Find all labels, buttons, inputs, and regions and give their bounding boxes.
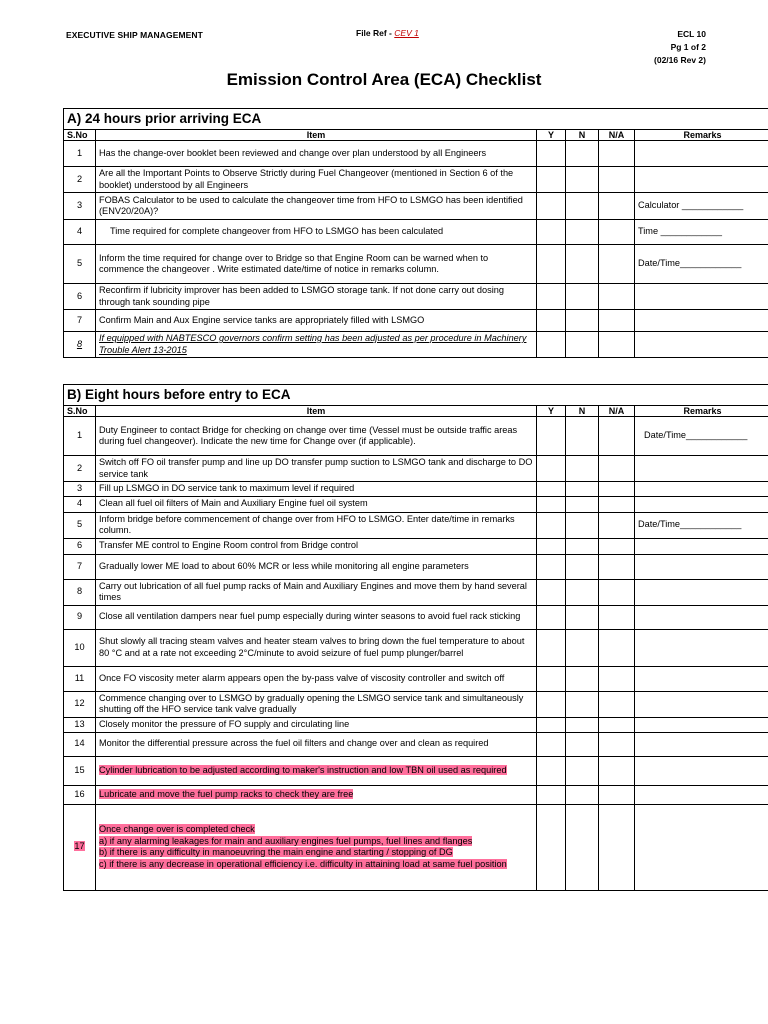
page-title: Emission Control Area (ECA) Checklist xyxy=(226,70,542,89)
na-check[interactable] xyxy=(599,496,635,512)
y-check[interactable] xyxy=(537,167,566,193)
table-row xyxy=(64,785,768,804)
n-check[interactable] xyxy=(566,605,599,629)
na-check[interactable] xyxy=(599,310,635,332)
row-item-text: Fill up LSMGO in DO service tank to maximum level if required xyxy=(99,483,355,493)
n-check[interactable] xyxy=(566,220,599,245)
row-item-text: Lubricate and move the fuel pump racks to check they are free xyxy=(99,788,354,799)
row-item xyxy=(96,717,537,732)
col-y: Y xyxy=(537,130,566,141)
row-number xyxy=(64,666,96,691)
section-b-title: B) Eight hours before entry to ECA xyxy=(64,385,768,406)
na-check[interactable] xyxy=(599,220,635,245)
col-sno: S.No xyxy=(64,130,96,141)
n-check[interactable] xyxy=(566,482,599,497)
row-number xyxy=(64,579,96,605)
row-number xyxy=(64,629,96,666)
file-ref xyxy=(356,28,419,38)
n-check[interactable] xyxy=(566,756,599,785)
n-check[interactable] xyxy=(566,512,599,538)
row-number-text: 3 xyxy=(76,483,83,493)
row-remarks[interactable] xyxy=(635,756,768,785)
na-check[interactable] xyxy=(599,245,635,284)
row-item-text: Once FO viscosity meter alarm appears open the by-pass valve of viscosity controller and switch off xyxy=(99,672,505,683)
row-number-text: 1 xyxy=(76,147,83,158)
row-item xyxy=(96,538,537,554)
n-check[interactable] xyxy=(566,666,599,691)
col-n: N xyxy=(566,406,599,417)
row-number-text: 13 xyxy=(74,718,85,729)
row-remarks[interactable]: Date/Time____________ xyxy=(635,417,768,456)
row-item xyxy=(96,756,537,785)
row-number-text: 12 xyxy=(74,698,85,709)
row-remarks[interactable] xyxy=(635,167,768,193)
col-item: Item xyxy=(96,406,537,417)
row-number xyxy=(64,417,96,456)
table-row xyxy=(64,512,768,538)
na-check[interactable] xyxy=(599,482,635,497)
row-remarks[interactable] xyxy=(635,538,768,554)
row-remarks[interactable] xyxy=(635,717,768,732)
row-item-text: Closely monitor the pressure of FO supply and circulating line xyxy=(99,718,350,729)
table-row xyxy=(64,538,768,554)
row-number-text: 1 xyxy=(76,430,83,441)
row-remarks[interactable]: Calculator ____________ xyxy=(635,193,768,220)
row-number-text: 8 xyxy=(76,338,83,349)
doc-code: ECL 10 xyxy=(677,29,706,39)
col-na: N/A xyxy=(599,406,635,417)
table-row xyxy=(64,496,768,512)
na-check[interactable] xyxy=(599,605,635,629)
row-number xyxy=(64,245,96,284)
y-check[interactable] xyxy=(537,193,566,220)
row-number xyxy=(64,785,96,804)
y-check[interactable] xyxy=(537,717,566,732)
y-check[interactable] xyxy=(537,245,566,284)
n-check[interactable] xyxy=(566,732,599,756)
row-number-text: 2 xyxy=(76,173,83,184)
table-row xyxy=(64,167,768,193)
row-number xyxy=(64,756,96,785)
n-check[interactable] xyxy=(566,804,599,890)
row-number-text: 7 xyxy=(76,560,83,571)
file-ref-value: CEV 1 xyxy=(394,28,419,38)
row-item-text: Commence changing over to LSMGO by gradually opening the LSMGO service tank and simultaneously shutting off the HFO service tank valve gradually xyxy=(99,692,524,714)
row-number-text: 9 xyxy=(76,611,83,622)
section-a-table xyxy=(63,108,768,358)
revision: (02/16 Rev 2) xyxy=(654,55,706,65)
row-remarks[interactable] xyxy=(635,554,768,579)
row-remarks[interactable] xyxy=(635,605,768,629)
table-row xyxy=(64,666,768,691)
row-item xyxy=(96,804,537,890)
row-remarks[interactable] xyxy=(635,332,768,358)
row-item-text: Shut slowly all tracing steam valves and heater steam valves to bring down the fuel temperature to about 80 °C and at a rate not exceeding 2°C/minute to avoid seizure of fuel pump plunger/barrel xyxy=(99,636,525,658)
row-item xyxy=(96,629,537,666)
row-item xyxy=(96,496,537,512)
table-row xyxy=(64,284,768,310)
section-b-table xyxy=(63,384,768,891)
table-row xyxy=(64,579,768,605)
col-remarks: Remarks xyxy=(635,406,768,417)
row-remarks[interactable]: Date/Time____________ xyxy=(635,245,768,284)
row-item-text: Carry out lubrication of all fuel pump racks of Main and Auxiliary Engines and move them by hand several times xyxy=(99,580,527,602)
row-number xyxy=(64,167,96,193)
n-check[interactable] xyxy=(566,167,599,193)
na-check[interactable] xyxy=(599,417,635,456)
row-remarks[interactable] xyxy=(635,496,768,512)
y-check[interactable] xyxy=(537,756,566,785)
row-number-text: 2 xyxy=(76,462,83,473)
y-check[interactable] xyxy=(537,417,566,456)
row-remarks[interactable] xyxy=(635,310,768,332)
row-remarks[interactable] xyxy=(635,629,768,666)
row-number xyxy=(64,554,96,579)
na-check[interactable] xyxy=(599,284,635,310)
na-check[interactable] xyxy=(599,666,635,691)
col-y: Y xyxy=(537,406,566,417)
col-sno: S.No xyxy=(64,406,96,417)
row-item-text: Confirm Main and Aux Engine service tanks are appropriately filled with LSMGO xyxy=(99,314,425,325)
row-remarks[interactable] xyxy=(635,141,768,167)
col-item: Item xyxy=(96,130,537,141)
table-row xyxy=(64,245,768,284)
n-check[interactable] xyxy=(566,284,599,310)
n-check[interactable] xyxy=(566,717,599,732)
row-remarks[interactable] xyxy=(635,804,768,890)
n-check[interactable] xyxy=(566,193,599,220)
n-check[interactable] xyxy=(566,245,599,284)
y-check[interactable] xyxy=(537,732,566,756)
row-number xyxy=(64,456,96,482)
row-item-text: Clean all fuel oil filters of Main and Auxiliary Engine fuel oil system xyxy=(99,498,368,509)
row-item-line: b) if there is any difficulty in manoeuvring the main engine and starting / stopping of DG xyxy=(99,847,453,857)
row-number-text: 10 xyxy=(74,641,85,652)
na-check[interactable] xyxy=(599,332,635,358)
table-row xyxy=(64,605,768,629)
y-check[interactable] xyxy=(537,804,566,890)
row-number-text: 7 xyxy=(76,314,83,325)
row-item-text: If equipped with NABTESCO governors confirm setting has been adjusted as per procedure in Machinery Trouble Alert 13-2015 xyxy=(99,333,527,355)
row-item-text: Transfer ME control to Engine Room control from Bridge control xyxy=(99,540,359,551)
row-remarks[interactable]: Time ____________ xyxy=(635,220,768,245)
row-item-text: Are all the Important Points to Observe Strictly during Fuel Changeover (mentioned in Section 6 of the booklet) understood by all Engineers xyxy=(99,168,514,190)
n-check[interactable] xyxy=(566,332,599,358)
y-check[interactable] xyxy=(537,629,566,666)
row-item xyxy=(96,691,537,717)
row-number xyxy=(64,332,96,358)
n-check[interactable] xyxy=(566,417,599,456)
row-item-text: Gradually lower ME load to about 60% MCR or less while monitoring all engine parameters xyxy=(99,560,469,571)
row-number xyxy=(64,605,96,629)
row-item-text: FOBAS Calculator to be used to calculate the changeover time from HFO to LSMGO has been identified (ENV20/20A)? xyxy=(99,194,523,216)
n-check[interactable] xyxy=(566,554,599,579)
row-item xyxy=(96,193,537,220)
row-item-text: Inform the time required for change over to Bridge so that Engine Room can be warned when to commence the changeover . Write estimated date/time of notice in remarks column. xyxy=(99,252,489,274)
y-check[interactable] xyxy=(537,538,566,554)
row-item xyxy=(96,141,537,167)
row-item xyxy=(96,785,537,804)
y-check[interactable] xyxy=(537,666,566,691)
table-row xyxy=(64,193,768,220)
row-remarks[interactable] xyxy=(635,579,768,605)
row-number-text: 11 xyxy=(74,672,85,683)
y-check[interactable] xyxy=(537,332,566,358)
table-row xyxy=(64,804,768,890)
row-number xyxy=(64,804,96,890)
na-check[interactable] xyxy=(599,538,635,554)
row-item-text: Close all ventilation dampers near fuel pump especially during winter seasons to avoid fuel rack sticking xyxy=(99,611,521,622)
col-remarks: Remarks xyxy=(635,130,768,141)
n-check[interactable] xyxy=(566,691,599,717)
na-check[interactable] xyxy=(599,554,635,579)
na-check[interactable] xyxy=(599,804,635,890)
n-check[interactable] xyxy=(566,629,599,666)
n-check[interactable] xyxy=(566,310,599,332)
y-check[interactable] xyxy=(537,284,566,310)
na-check[interactable] xyxy=(599,141,635,167)
col-n: N xyxy=(566,130,599,141)
row-item-text: Inform bridge before commencement of change over from HFO to LSMGO. Enter date/time in remarks column. xyxy=(99,513,515,535)
na-check[interactable] xyxy=(599,579,635,605)
row-remarks[interactable] xyxy=(635,482,768,497)
row-number xyxy=(64,717,96,732)
table-row xyxy=(64,554,768,579)
row-number-text: 17 xyxy=(74,841,85,852)
y-check[interactable] xyxy=(537,482,566,497)
section-a-header-row xyxy=(64,130,768,141)
row-item-text: Switch off FO oil transfer pump and line up DO transfer pump suction to LSMGO tank and discharge to DO service tank xyxy=(99,457,533,479)
y-check[interactable] xyxy=(537,579,566,605)
table-row xyxy=(64,482,768,497)
row-remarks[interactable] xyxy=(635,691,768,717)
doc-info xyxy=(654,28,706,67)
row-number-text: 15 xyxy=(74,764,85,775)
table-row xyxy=(64,417,768,456)
row-item-text: Duty Engineer to contact Bridge for checking on change over time (Vessel must be outside traffic areas during fuel changeover). Indicate the new time for Change over (if applicable). xyxy=(99,424,518,446)
row-number xyxy=(64,512,96,538)
table-row xyxy=(64,310,768,332)
y-check[interactable] xyxy=(537,605,566,629)
table-row xyxy=(64,629,768,666)
y-check[interactable] xyxy=(537,785,566,804)
na-check[interactable] xyxy=(599,512,635,538)
row-number-text: 8 xyxy=(76,586,83,597)
table-row xyxy=(64,332,768,358)
row-item xyxy=(96,167,537,193)
row-remarks[interactable] xyxy=(635,284,768,310)
table-row xyxy=(64,141,768,167)
row-remarks[interactable]: Date/Time____________ xyxy=(635,512,768,538)
row-remarks[interactable] xyxy=(635,666,768,691)
row-number-text: 6 xyxy=(76,540,83,551)
row-item-line: c) if there is any decrease in operational efficiency i.e. difficulty in attaining load at same fuel position xyxy=(99,858,507,869)
row-item-text: Time required for complete changeover from HFO to LSMGO has been calculated xyxy=(110,226,444,237)
row-number xyxy=(64,538,96,554)
table-row xyxy=(64,691,768,717)
row-number xyxy=(64,193,96,220)
row-item-text: Monitor the differential pressure across the fuel oil filters and change over and clean as required xyxy=(99,738,489,749)
row-item xyxy=(96,732,537,756)
row-item xyxy=(96,579,537,605)
row-number-text: 4 xyxy=(76,498,83,509)
na-check[interactable] xyxy=(599,756,635,785)
n-check[interactable] xyxy=(566,785,599,804)
row-number-text: 16 xyxy=(74,788,85,799)
table-row xyxy=(64,717,768,732)
row-item xyxy=(96,554,537,579)
page-number: Pg 1 of 2 xyxy=(670,42,706,52)
row-number-text: 6 xyxy=(76,290,83,301)
n-check[interactable] xyxy=(566,141,599,167)
n-check[interactable] xyxy=(566,538,599,554)
row-item xyxy=(96,417,537,456)
row-item xyxy=(96,220,537,245)
col-na: N/A xyxy=(599,130,635,141)
row-number-text: 5 xyxy=(76,519,83,530)
section-b-header-row xyxy=(64,406,768,417)
row-number xyxy=(64,691,96,717)
n-check[interactable] xyxy=(566,579,599,605)
row-number xyxy=(64,220,96,245)
table-row xyxy=(64,732,768,756)
y-check[interactable] xyxy=(537,310,566,332)
row-number xyxy=(64,284,96,310)
row-item xyxy=(96,666,537,691)
row-remarks[interactable] xyxy=(635,732,768,756)
row-item-text: Cylinder lubrication to be adjusted according to maker's instruction and low TBN oil used as required xyxy=(99,764,507,775)
row-item xyxy=(96,245,537,284)
row-item xyxy=(96,332,537,358)
na-check[interactable] xyxy=(599,717,635,732)
n-check[interactable] xyxy=(566,496,599,512)
table-row xyxy=(64,756,768,785)
na-check[interactable] xyxy=(599,629,635,666)
row-item-line: a) if any alarming leakages for main and auxiliary engines fuel pumps, fuel lines and flanges xyxy=(99,835,473,846)
row-number xyxy=(64,482,96,497)
row-number xyxy=(64,496,96,512)
row-item xyxy=(96,605,537,629)
row-item xyxy=(96,512,537,538)
row-number xyxy=(64,310,96,332)
file-ref-label: File Ref - xyxy=(356,28,392,38)
y-check[interactable] xyxy=(537,220,566,245)
n-check[interactable] xyxy=(566,456,599,482)
y-check[interactable] xyxy=(537,691,566,717)
row-number-text: 4 xyxy=(76,226,83,237)
na-check[interactable] xyxy=(599,456,635,482)
na-check[interactable] xyxy=(599,193,635,220)
company-name: EXECUTIVE SHIP MANAGEMENT xyxy=(66,30,203,40)
y-check[interactable] xyxy=(537,456,566,482)
row-remarks[interactable] xyxy=(635,456,768,482)
table-row xyxy=(64,220,768,245)
row-item-text: Reconfirm if lubricity improver has been added to LSMGO storage tank. If not done carry out dosing through tank sounding pipe xyxy=(99,285,504,307)
y-check[interactable] xyxy=(537,512,566,538)
section-a-title: A) 24 hours prior arriving ECA xyxy=(64,109,768,130)
row-item xyxy=(96,284,537,310)
na-check[interactable] xyxy=(599,785,635,804)
row-item xyxy=(96,482,537,497)
y-check[interactable] xyxy=(537,141,566,167)
row-number-text: 5 xyxy=(76,258,83,269)
row-item-line: Once change over is completed check xyxy=(99,824,255,834)
table-row xyxy=(64,456,768,482)
na-check[interactable] xyxy=(599,691,635,717)
na-check[interactable] xyxy=(599,167,635,193)
row-item xyxy=(96,456,537,482)
row-number xyxy=(64,732,96,756)
row-number-text: 3 xyxy=(76,200,83,211)
y-check[interactable] xyxy=(537,554,566,579)
row-number-text: 14 xyxy=(74,738,85,749)
row-remarks[interactable] xyxy=(635,785,768,804)
y-check[interactable] xyxy=(537,496,566,512)
na-check[interactable] xyxy=(599,732,635,756)
row-item-text: Has the change-over booklet been reviewed and change over plan understood by all Engineers xyxy=(99,147,487,158)
row-number xyxy=(64,141,96,167)
row-item xyxy=(96,310,537,332)
